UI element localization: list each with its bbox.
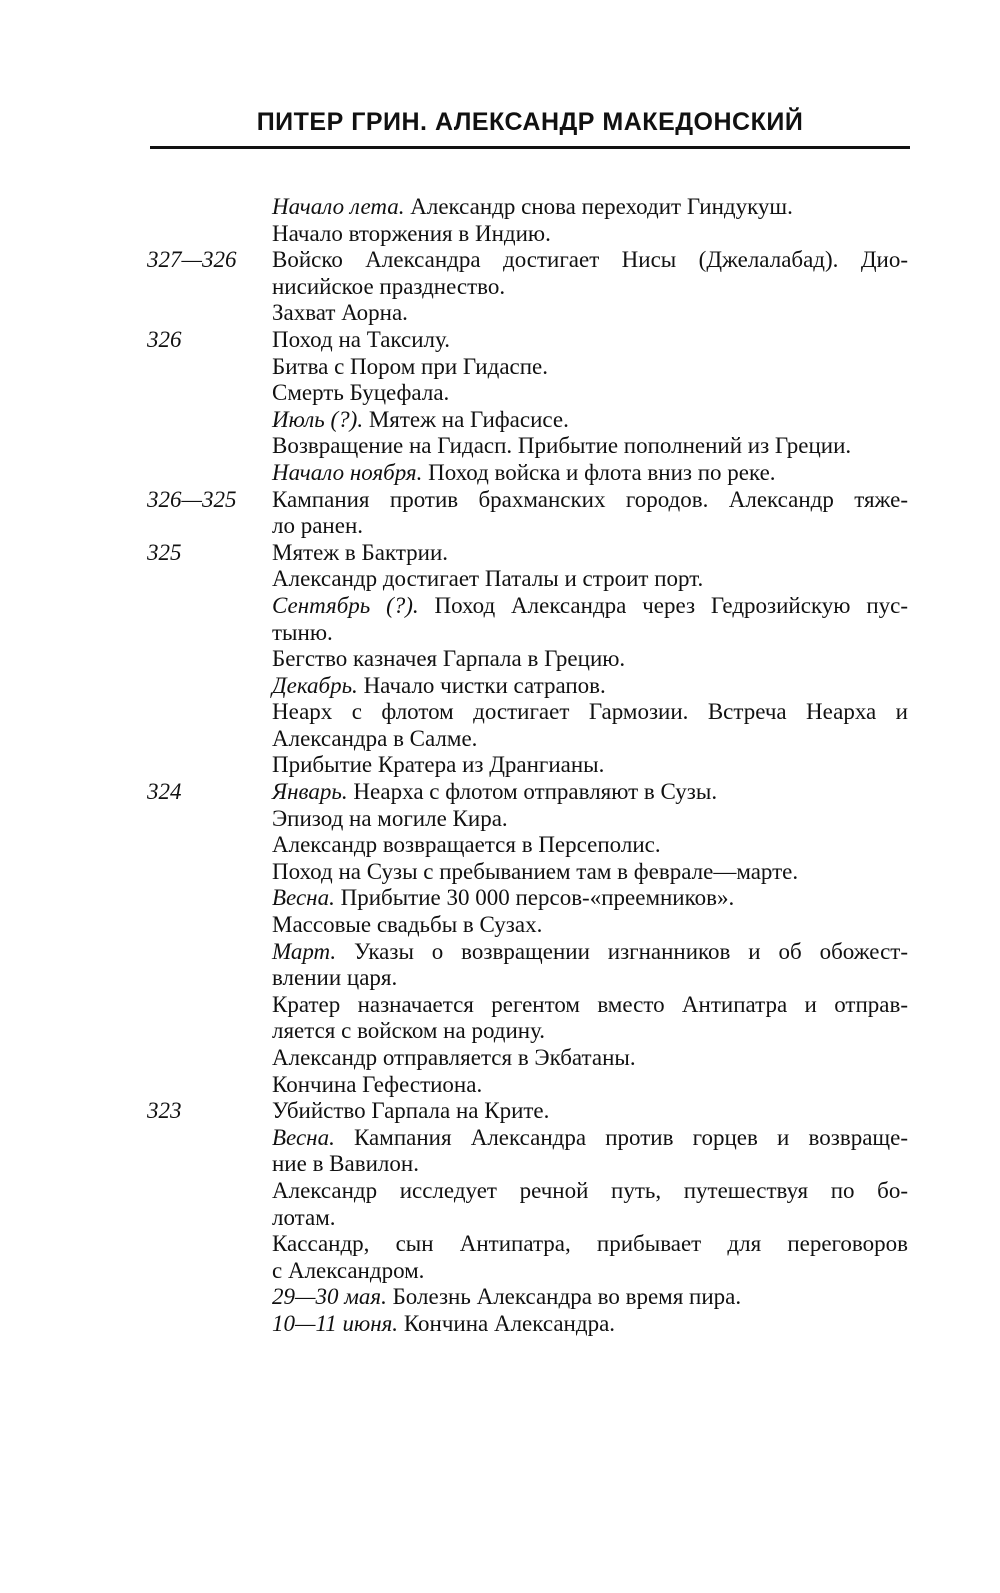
chronology-entry	[0, 806, 1000, 833]
entry-text: Мятеж в Бактрии.	[272, 539, 449, 565]
entry-line	[272, 1258, 908, 1285]
running-head: ПИТЕР ГРИН. АЛЕКСАНДР МАКЕДОНСКИЙ	[256, 108, 804, 136]
entry-text: Александр возвращается в Персеполис.	[272, 832, 661, 858]
entry-text: Бегство казначея Гарпала в Грецию.	[272, 646, 626, 672]
entry-text: Александр снова переходит Гиндукуш.	[404, 194, 793, 219]
entry-date-lead: 10—11 июня.	[272, 1310, 399, 1336]
entry-line	[272, 1151, 908, 1178]
entry-text: Неарх с флотом достигает Гармозии. Встреча Неарха и	[272, 699, 908, 725]
entry-line	[272, 1045, 908, 1072]
entry-text: Кассандр, сын Антипатра, прибывает для переговоров	[272, 1231, 908, 1257]
entry-text: Начало вторжения в Индию.	[272, 220, 551, 246]
entry-text: Кампания против брахманских городов. Александр тяже-	[272, 486, 908, 512]
entry-line	[272, 300, 908, 327]
entry-line	[272, 433, 908, 460]
entry-line	[272, 274, 908, 301]
entry-date-lead: Весна.	[272, 885, 335, 911]
entry-line	[272, 513, 908, 540]
entry-text: Массовые свадьбы в Сузах.	[272, 912, 543, 938]
entry-line	[272, 194, 908, 221]
chronology-entry	[0, 939, 1000, 992]
chronology-entry	[0, 779, 1000, 806]
entry-date-lead: Весна.	[272, 1124, 335, 1150]
chronology-entry	[0, 327, 1000, 354]
entry-text: Поход на Сузы с пребыванием там в феврале—марте.	[272, 858, 799, 884]
chronology-entry	[0, 433, 1000, 460]
entry-text: Прибытие Кратера из Дрангианы.	[272, 752, 605, 778]
entry-text: Александр достигает Паталы и строит порт.	[272, 566, 704, 592]
chronology-entry	[0, 752, 1000, 779]
entry-line	[272, 1098, 908, 1125]
entry-text: Возвращение на Гидасп. Прибытие пополнений из Греции.	[272, 433, 852, 459]
chronology-entry	[0, 673, 1000, 700]
entry-date-lead: Март.	[272, 938, 337, 964]
entry-line	[272, 354, 908, 381]
chronology-entry	[0, 540, 1000, 567]
entry-text: Александр исследует речной путь, путешествуя по бо-	[272, 1177, 908, 1203]
entry-line	[272, 247, 908, 274]
entry-year: 325	[147, 539, 182, 565]
entry-year: 327—326	[147, 247, 237, 273]
entry-date-lead: Сентябрь (?).	[272, 592, 419, 618]
entry-year: 326—325	[147, 486, 237, 512]
entry-line	[272, 1072, 908, 1099]
entry-line	[272, 726, 908, 753]
entry-date-lead: Январь.	[272, 779, 348, 805]
chronology-entry	[0, 1098, 1000, 1125]
entry-line	[272, 1205, 908, 1232]
entry-text: Поход на Таксилу.	[272, 326, 450, 352]
entry-date-lead: 29—30 мая.	[272, 1284, 387, 1310]
chronology-entry	[0, 593, 1000, 646]
entry-line	[272, 540, 908, 567]
entry-text: Захват Аорна.	[272, 300, 408, 326]
entry-line	[272, 859, 908, 886]
header-rule	[150, 146, 910, 149]
chronology-entry	[0, 1178, 1000, 1231]
chronology-entry	[0, 832, 1000, 859]
entry-line	[272, 593, 908, 620]
entry-line	[272, 779, 908, 806]
entry-line	[272, 327, 908, 354]
entry-line	[272, 939, 908, 966]
entry-text: Указы о возвращении изгнанников и об обожест-	[336, 938, 908, 964]
entry-text: ние в Вавилон.	[272, 1151, 419, 1177]
entry-text: Эпизод на могиле Кира.	[272, 805, 508, 831]
entry-line	[272, 965, 908, 992]
entry-date-lead: Июль (?).	[272, 406, 364, 432]
entry-year: 323	[147, 1098, 182, 1124]
chronology-entry	[0, 1125, 1000, 1178]
entry-text: Кратер назначается регентом вместо Антипатра и отправ-	[272, 991, 908, 1017]
entry-text: Кончина Александра.	[398, 1310, 616, 1336]
entry-text: нисийское празднество.	[272, 273, 506, 299]
entry-text: Поход Александра через Гедрозийскую пус-	[418, 592, 908, 618]
entry-line	[272, 1231, 908, 1258]
chronology-entry	[0, 1072, 1000, 1099]
entry-line	[272, 221, 908, 248]
chronology-entry	[0, 859, 1000, 886]
entry-text: ляется с войском на родину.	[272, 1018, 546, 1044]
entry-text: ло ранен.	[272, 513, 364, 539]
entry-text: Болезнь Александра во время пира.	[386, 1284, 742, 1310]
chronology-entry	[0, 407, 1000, 434]
entry-text: Смерть Буцефала.	[272, 380, 450, 406]
chronology-entry	[0, 699, 1000, 752]
entry-line	[272, 912, 908, 939]
entry-line	[272, 1125, 908, 1152]
entry-line	[272, 620, 908, 647]
entry-line	[272, 566, 908, 593]
entry-line	[272, 885, 908, 912]
chronology-entry	[0, 1311, 1000, 1338]
entry-text: влении царя.	[272, 965, 398, 991]
entry-line	[272, 487, 908, 514]
entry-year: 326	[147, 326, 182, 352]
entry-year: 324	[147, 779, 182, 805]
entry-text: Александра в Салме.	[272, 725, 478, 751]
chronology-entry	[0, 460, 1000, 487]
chronology-entry	[0, 247, 1000, 300]
entry-text: с Александром.	[272, 1257, 425, 1283]
entry-line	[272, 832, 908, 859]
entry-line	[272, 380, 908, 407]
entry-text: лотам.	[272, 1204, 336, 1230]
entry-line	[272, 407, 908, 434]
entry-line	[272, 460, 908, 487]
entry-date-lead: Начало ноября.	[272, 459, 423, 485]
chronology-entry	[0, 566, 1000, 593]
entry-text: Поход войска и флота вниз по реке.	[422, 459, 776, 485]
entry-line	[272, 699, 908, 726]
entry-text: Кончина Гефестиона.	[272, 1071, 483, 1097]
entry-text: тыню.	[272, 619, 333, 645]
chronology-entry	[0, 380, 1000, 407]
entry-line	[272, 673, 908, 700]
entry-line	[272, 646, 908, 673]
chronology-entry	[0, 1284, 1000, 1311]
chronology-entry	[0, 1045, 1000, 1072]
entry-line	[272, 1178, 908, 1205]
entry-text: Мятеж на Гифасисе.	[363, 406, 569, 432]
chronology-entry	[0, 354, 1000, 381]
entry-text: Битва с Пором при Гидаспе.	[272, 353, 548, 379]
entry-date-lead: Начало лета.	[272, 194, 405, 219]
entry-line	[272, 1284, 908, 1311]
entry-text: Неарха с флотом отправляют в Сузы.	[347, 779, 718, 805]
chronology-entry	[0, 646, 1000, 673]
entry-text: Войско Александра достигает Нисы (Джелалабад). Дио-	[272, 247, 908, 273]
entry-line	[272, 752, 908, 779]
entry-text: Начало чистки сатрапов.	[357, 672, 606, 698]
chronology-entry	[0, 1231, 1000, 1284]
chronology-list	[0, 194, 1000, 1338]
entry-line	[272, 1311, 908, 1338]
chronology-entry	[0, 194, 1000, 221]
entry-text: Прибытие 30 000 персов-«преемников».	[334, 885, 735, 911]
chronology-entry	[0, 912, 1000, 939]
chronology-entry	[0, 992, 1000, 1045]
entry-text: Кампания Александра против горцев и возвраще-	[334, 1124, 908, 1150]
entry-text: Александр отправляется в Экбатаны.	[272, 1045, 636, 1070]
chronology-entry	[0, 221, 1000, 248]
chronology-entry	[0, 487, 1000, 540]
entry-line	[272, 1018, 908, 1045]
entry-line	[272, 992, 908, 1019]
entry-text: Убийство Гарпала на Крите.	[272, 1098, 550, 1124]
entry-date-lead: Декабрь.	[272, 672, 358, 698]
chronology-entry	[0, 885, 1000, 912]
chronology-entry	[0, 300, 1000, 327]
entry-line	[272, 806, 908, 833]
